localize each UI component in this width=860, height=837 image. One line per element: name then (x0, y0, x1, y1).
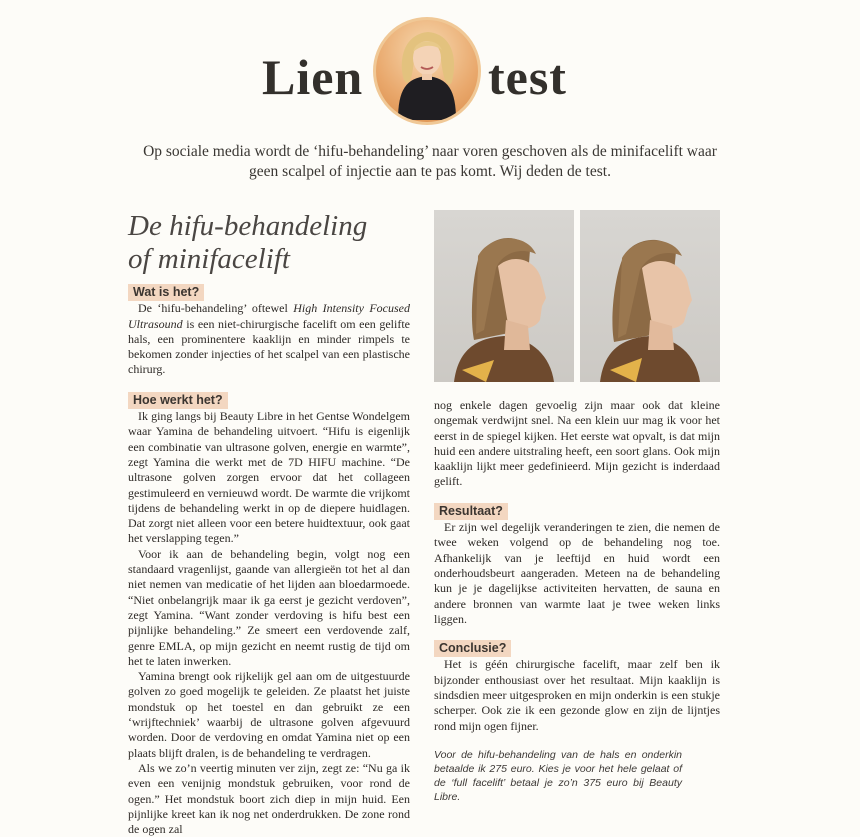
heading-wat-is-het: Wat is het? (128, 284, 204, 301)
brand-left: Lien (262, 49, 364, 105)
before-photo (434, 210, 574, 382)
paragraph-continuation: nog enkele dagen gevoelig zijn maar ook dat kleine ongemak verdwijnt snel. Na een klein uur mag ik voor het eerst in de spiegel kijken. Het eerste wat opvalt, is dat mijn huid een andere uitstraling heeft, een soort glans. Ook mijn kaaklijn lijkt meer gedefinieerd. Mijn gezicht is inderdaad gelift. (434, 398, 720, 489)
paragraph-conclusion: Het is géén chirurgische facelift, maar zelf ben ik bijzonder enthousiast over het resultaat. Mijn kaaklijn is sindsdien meer uitgesproken en mijn onderkin is een stukje scherper. Ook zie ik een gezonde glow en zijn de lijntjes rond mijn ogen fijner. (434, 657, 720, 733)
after-photo (580, 210, 720, 382)
brand-right: test (488, 49, 567, 105)
portrait-illustration (376, 20, 478, 122)
before-photo-illustration (434, 210, 574, 382)
title-line-1: De hifu-behandeling (128, 210, 368, 242)
heading-conclusie: Conclusie? (434, 640, 511, 657)
article-right-column (434, 398, 720, 804)
paragraph-eyes: Als we zo’n veertig minuten ver zijn, zegt ze: “Nu ga ik even een venijnig mondstuk gebruiken, voor rond de ogen.” Het mondstuk boort zich diep in mijn huid. Een pijnlijke kreet kan ik nog net onderdrukken. De zone rond de ogen zal (128, 760, 410, 837)
paragraph-gel: Yamina brengt ook rijkelijk gel aan om de uitgestuurde golven zo goed mogelijk te geleiden. Ze plaatst het juiste mondstuk op het toestel en dan gebruikt ze een ‘wrijftechniek’ waarbij de ultrasone golven afgevuurd worden. Door de verdoving en omdat Yamina niet op een plaats blijft dralen, is de behandeling te verdragen. (128, 669, 410, 760)
article-title (128, 210, 408, 276)
paragraph-visit: Ik ging langs bij Beauty Libre in het Gentse Wondelgem waar Yamina de behandeling uitvoert. “Hifu is eigenlijk een combinatie van ultrasone golven, energie en warmte”, zegt Yamina die werkt met de 7D HIFU machine. “De ultrasone golven zorgen ervoor dat het collageen gestimuleerd en vernieuwd wordt. De warmte die vrijkomt tijdens de behandeling werkt in op de diepere huidlagen. Dat zorgt niet alleen voor een betere huidtextuur, ook gaat het verslapping tegen.” (128, 409, 410, 546)
heading-resultaat: Resultaat? (434, 503, 508, 520)
paragraph-questionnaire: Voor ik aan de behandeling begin, volgt nog een standaard vragenlijst, gaande van allergieën tot het al dan niet nemen van medicatie of het lijden aan bloedarmoede. “Niet onbelangrijk maar ik ga eerst je gezicht verdoven”, zegt Yamina. “Want zonder verdoving is hifu best een pijnlijke behandeling.” Ze smeert een verdovende zalf, genre EMLA, op mijn gezicht en neemt rustig de tijd om het te laten inwerken. (128, 546, 410, 668)
article-left-column (128, 284, 410, 837)
after-photo-illustration (580, 210, 720, 382)
heading-hoe-werkt-het: Hoe werkt het? (128, 392, 228, 409)
author-portrait (373, 17, 481, 125)
term-hifu: High Intensity Focused Ultrasound (128, 301, 410, 331)
intro-text: Op sociale media wordt de ‘hifu-behandeling’ naar voren geschoven als de minifacelift waar geen scalpel of injectie aan te pas komt. Wij deden de test. (143, 143, 717, 180)
paragraph-result: Er zijn wel degelijk veranderingen te zien, die nemen de twee weken volgend op de behandeling nog toe. Afhankelijk van je leeftijd en huid wordt een onderhoudsbeurt aangeraden. Meteen na de behandeling kun je je dagelijkse activiteiten hervatten, de sauna en andere bronnen van warmte laat je twee weken links liggen. (434, 520, 720, 626)
paragraph-intro: De ‘hifu-behandeling’ oftewel High Intensity Focused Ultrasound is een niet-chirurgische facelift om een gelifte hals, een prominentere kaaklijn en minder rimpels te bekomen zonder injecties of het scalpel van een plastische chirurg. (128, 301, 410, 377)
price-caption: Voor de hifu-behandeling van de hals en onderkin betaalde ik 275 euro. Kies je voor het hele gelaat of de ‘full facelift’ betaal je zo’n 375 euro bij Beauty Libre. (434, 748, 682, 803)
title-line-2: of minifacelift (128, 243, 290, 275)
